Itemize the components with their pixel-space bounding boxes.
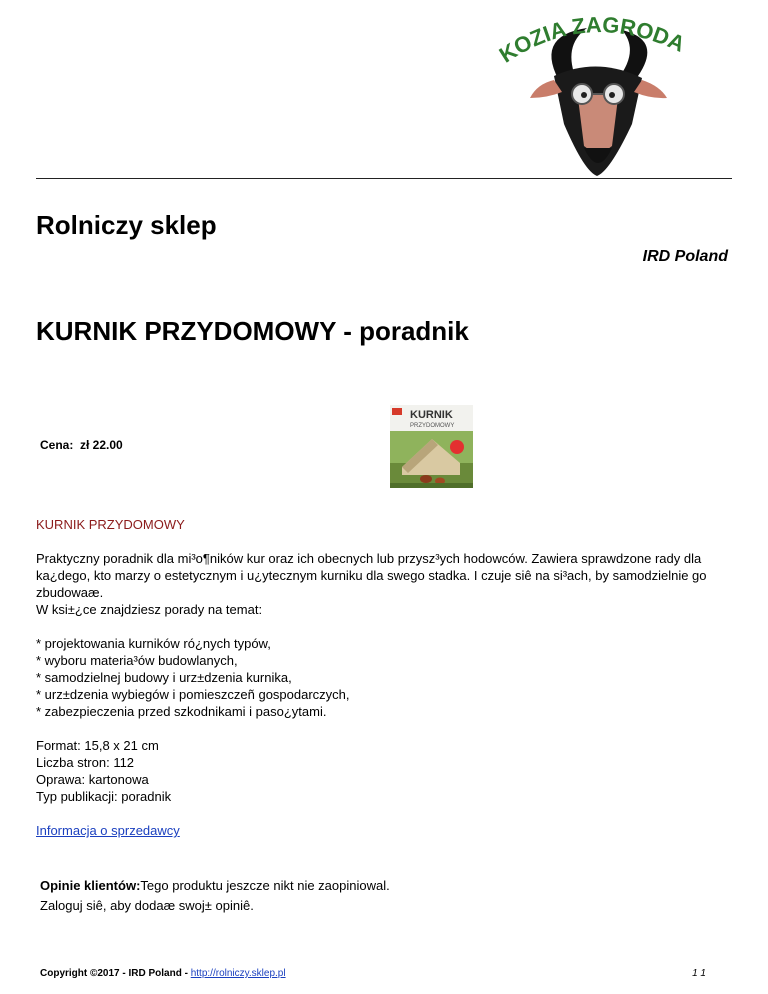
svg-text:PRZYDOMOWY: PRZYDOMOWY — [410, 423, 455, 429]
spec-pages: Liczba stron: 112 — [36, 755, 135, 770]
description-text: Praktyczny poradnik dla mi³o¶ników kur oraz ich obecnych lub przysz³ych hodowców. Zawiera sprawdzone rady dla ka¿dego, kto marzy o estetycznym i u¿ytecznym kurniku dla swego stadka. I czuje siê na si³ach, by samodzielnie go zbudowaæ. — [36, 551, 707, 600]
product-price — [40, 438, 123, 452]
spec-binding: Oprawa: kartonowa — [36, 772, 149, 787]
topic-item: * projektowania kurników ró¿nych typów, — [36, 636, 271, 651]
reviews-label: Opinie klientów: — [40, 878, 141, 893]
header-divider — [36, 178, 732, 179]
product-cover-image[interactable] — [390, 405, 473, 488]
kozia-zagroda-logo — [492, 6, 702, 178]
topic-item: * samodzielnej budowy i urz±dzenia kurnika, — [36, 670, 292, 685]
seller-info-link[interactable]: Informacja o sprzedawcy — [36, 823, 180, 838]
page-number: 1 1 — [692, 968, 706, 979]
description-block — [36, 550, 736, 618]
shop-url-link[interactable]: http://rolniczy.sklep.pl — [190, 968, 286, 979]
specs-list — [36, 737, 736, 805]
topics-list — [36, 635, 736, 720]
topic-item: * wyboru materia³ów budowlanych, — [36, 653, 238, 668]
svg-text:KURNIK: KURNIK — [410, 409, 453, 421]
topic-item: * zabezpieczenia przed szkodnikami i paso¿ytami. — [36, 704, 327, 719]
price-label: Cena: — [40, 438, 74, 452]
product-title: KURNIK PRZYDOMOWY - poradnik — [36, 316, 469, 346]
topics-intro: W ksi±¿ce znajdziesz porady na temat: — [36, 602, 263, 617]
shop-title: Rolniczy sklep — [36, 210, 217, 240]
product-description — [36, 516, 736, 856]
spec-type: Typ publikacji: poradnik — [36, 789, 172, 804]
spec-format: Format: 15,8 x 21 cm — [36, 738, 159, 753]
customer-reviews — [40, 876, 390, 916]
vendor-name: IRD Poland — [642, 248, 728, 265]
svg-text:KOZIA ZAGRODA: KOZIA ZAGRODA — [494, 12, 689, 68]
topic-item: * urz±dzenia wybiegów i pomieszczeñ gospodarczych, — [36, 687, 350, 702]
product-name: KURNIK PRZYDOMOWY — [36, 517, 185, 532]
reviews-text: Tego produktu jeszcze nikt nie zaopiniowal. — [140, 878, 390, 893]
footer — [40, 968, 286, 979]
copyright-text: Copyright ©2017 - IRD Poland - — [40, 968, 191, 979]
price-value: zł 22.00 — [80, 438, 123, 452]
login-prompt: Zaloguj siê, aby dodaæ swoj± opiniê. — [40, 898, 254, 913]
